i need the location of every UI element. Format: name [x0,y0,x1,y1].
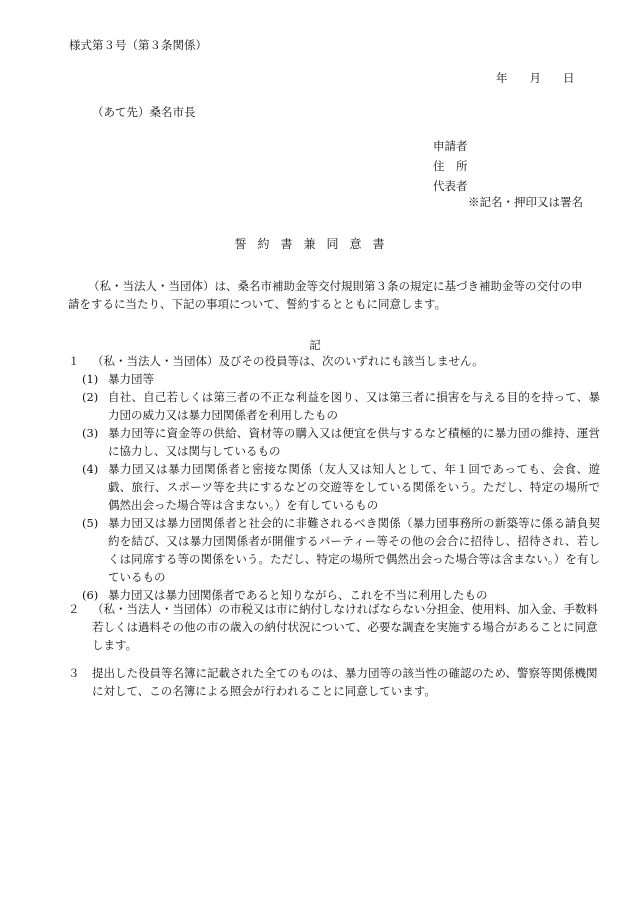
item-1-text: （私・当法人・当団体）及びその役員等は、次のいずれにも該当しません。 [92,354,484,368]
subitem-6-number: (6) [82,588,99,602]
signature-note: ※記名・押印又は署名 [468,195,583,209]
item-1 [68,352,600,604]
subitem-3 [82,424,600,460]
subitem-4-number: (4) [82,462,99,476]
intro-paragraph [68,277,588,313]
ki-heading: 記 [309,338,321,352]
subitem-1-number: (1) [82,372,99,386]
subitem-4-text: 暴力団又は暴力団関係者と密接な関係（友人又は知人として、年１回であっても、会食、遊戯、旅行、スポーツ等を共にするなどの交遊等をしている関係をいう。ただし、特定の場所で偶然出会った場合等は含まない。）を有しているもの [108,462,600,512]
date-month-label: 月 [529,71,541,85]
item-3-text: 提出した役員等名簿に記載された全てのものは、暴力団等の該当性の確認のため、警察等関係機関に対して、この名簿による照会が行われることに同意しています。 [92,666,598,698]
subitem-5-number: (5) [82,516,99,530]
addressee: （あて先）桑名市長 [92,105,196,119]
date-line [496,70,575,87]
representative-label: 代表者 [433,179,468,193]
subitem-4 [82,460,600,514]
applicant-label: 申請者 [433,139,468,153]
subitem-1 [82,370,600,388]
subitem-5 [82,514,600,586]
address-label: 住 所 [433,159,468,173]
item-1-number: １ [68,354,80,368]
item-2-text: （私・当法人・当団体）の市税又は市に納付しなければならない分担金、使用料、加入金、手数料若しくは過料その他の市の歳入の納付状況について、必要な調査を実施する場合があることに同意します。 [92,602,598,652]
date-day-label: 日 [563,71,575,85]
item-3 [68,664,600,700]
item-2-number: ２ [68,602,80,616]
item-3-number: ３ [68,666,80,680]
intro-text: （私・当法人・当団体）は、桑名市補助金等交付規則第３条の規定に基づき補助金等の交付の申請をするに当たり、下記の事項について、誓約するとともに同意します。 [68,279,583,311]
document-title: 誓約書兼同意書 [234,237,396,251]
applicant-block [433,136,468,196]
item-2 [68,600,600,654]
subitem-2-text: 自社、自己若しくは第三者の不正な利益を図り、又は第三者に損害を与える目的を持って、暴力団の威力又は暴力団関係者を利用したもの [108,390,600,422]
subitem-3-text: 暴力団等に資金等の供給、資材等の購入又は便宜を供与するなど積極的に暴力団の維持、運営に協力し、又は関与しているもの [108,426,600,458]
subitem-2 [82,388,600,424]
subitem-2-number: (2) [82,390,99,404]
date-year-label: 年 [496,71,508,85]
subitem-3-number: (3) [82,426,99,440]
subitem-6-text: 暴力団又は暴力団関係者であると知りながら、これを不当に利用したもの [108,588,488,602]
subitem-5-text: 暴力団又は暴力団関係者と社会的に非難されるべき関係（暴力団事務所の新築等に係る請負契約を結び、又は暴力団関係者が開催するパーティー等その他の会合に招待し、招待され、若しくは同席する等の関係をいう。ただし、特定の場所で偶然出会った場合等は含まない。）を有しているもの [108,516,600,584]
form-number: 様式第３号（第３条関係） [69,38,207,52]
subitem-1-text: 暴力団等 [108,372,154,386]
